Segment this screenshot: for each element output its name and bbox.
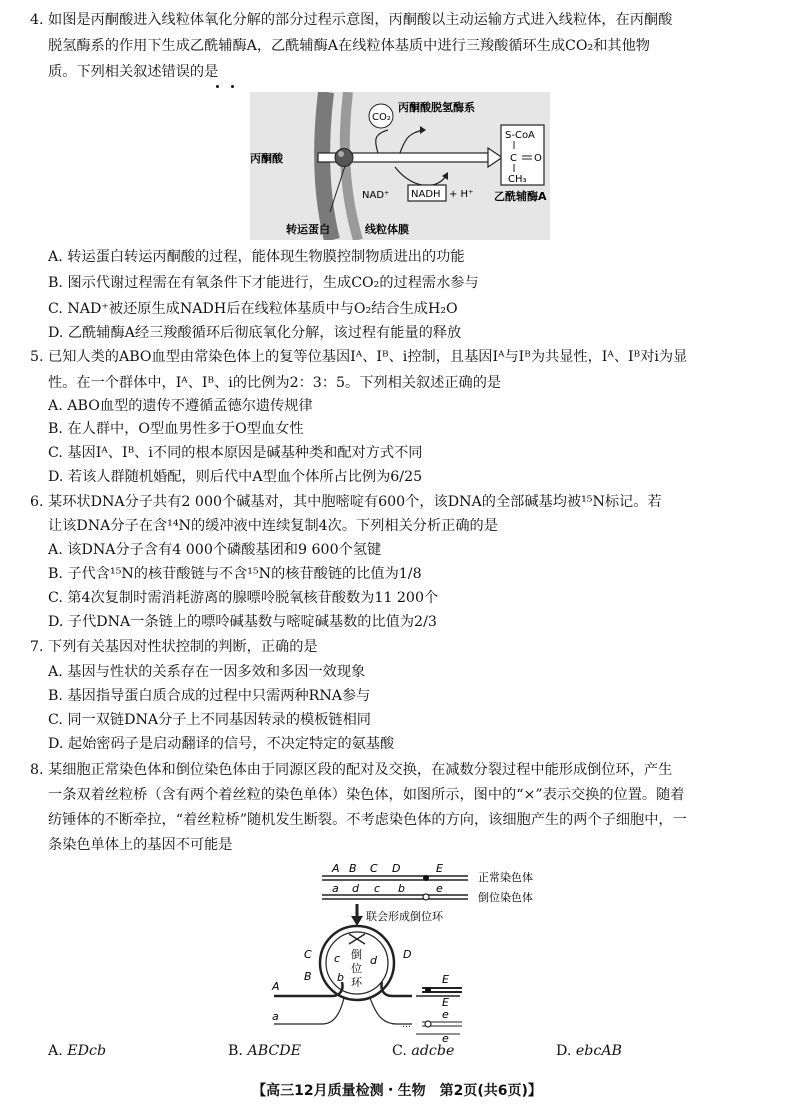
option-genes: ABCDE (247, 1043, 301, 1059)
acetylcoa-label: 乙酰辅酶A (494, 190, 547, 203)
pyruvate-label: 丙酮酸 (250, 152, 283, 165)
q5-stem-line-2: 性。在一个群体中，Iᴬ、Iᴮ、i的比例为2：3：5。下列相关叙述正确的是 (48, 375, 502, 391)
co2-label: CO₂ (372, 112, 391, 123)
enzyme-label: 丙酮酸脱氢酶系 (398, 101, 475, 114)
q7-option-c: C. 同一双链DNA分子上不同基因转录的模板链相同 (48, 712, 371, 728)
q6-option-a: A. 该DNA分子含有4 000个磷酸基团和9 600个氢键 (48, 542, 382, 558)
dots: … (402, 1020, 411, 1030)
q4-stem-line-2: 脱氢酶系的作用下生成乙酰辅酶A，乙酰辅酶A在线粒体基质中进行三羧酸循环生成CO₂和其他物 (48, 38, 650, 54)
q5-option-a: A. ABO血型的遗传不遵循孟德尔遗传规律 (48, 398, 313, 414)
gene-inv-b: b (398, 882, 405, 895)
q8-option-b (228, 1043, 301, 1059)
q4-stem-line-3: 质。下列相关叙述错误的是 (48, 64, 219, 80)
q7-stem: 7. 下列有关基因对性状控制的判断，正确的是 (30, 639, 318, 655)
gene-loop-c-inner: c (334, 952, 341, 965)
q4-figure (250, 92, 550, 240)
membrane-label: 线粒体膜 (365, 223, 409, 236)
q4-option-d: D. 乙酰辅酶A经三羧酸循环后彻底氧化分解，该过程有能量的释放 (48, 325, 462, 341)
transporter-label: 转运蛋白 (286, 223, 330, 236)
option-prefix: C. (392, 1043, 412, 1059)
dots: … (402, 989, 411, 999)
q8-stem-line-2: 一条双着丝粒桥（含有两个着丝粒的染色单体）染色体，如图所示，图中的“×”表示交换的位置。随着 (48, 787, 685, 803)
normal-chromosome-label: 正常染色体 (478, 871, 533, 884)
h-plus-label: + H⁺ (449, 189, 474, 200)
loop-label-2: 位 (351, 962, 362, 975)
q8-option-a (48, 1043, 106, 1059)
nad-label: NAD⁺ (362, 190, 390, 201)
option-prefix: B. (228, 1043, 248, 1059)
loop-label-3: 环 (351, 976, 362, 989)
q6-stem-line-2: 让该DNA分子在含¹⁴N的缓冲液中连续复制4次。下列相关分析正确的是 (48, 518, 498, 534)
oxygen-label: O (534, 153, 542, 164)
q4-stem-line-1: 4. 如图是丙酮酸进入线粒体氧化分解的部分过程示意图，丙酮酸以主动运输方式进入线粒体，在丙酮酸 (30, 12, 673, 28)
q6-stem-line-1: 6. 某环状DNA分子共有2 000个碱基对，其中胞嘧啶有600个，该DNA的全部碱基均被¹⁵N标记。若 (30, 494, 662, 510)
gene-inv-c: c (374, 882, 381, 895)
gene-inv-d: d (352, 882, 359, 895)
q7-option-d: D. 起始密码子是启动翻译的信号，不决定特定的氨基酸 (48, 736, 395, 752)
nadh-label: NADH (411, 189, 441, 200)
q8-option-c (392, 1043, 454, 1059)
gene-strand-e-4: e (442, 1032, 449, 1044)
q4-option-c: C. NAD⁺被还原生成NADH后在线粒体基质中与O₂结合生成H₂O (48, 301, 458, 317)
gene-loop-b-inner: b (337, 971, 344, 984)
gene-normal-a: A (332, 862, 340, 875)
gene-strand-e-2: E (442, 996, 449, 1009)
emphasis-dot (231, 85, 234, 88)
gene-inv-a: a (332, 882, 339, 895)
q7-option-a: A. 基因与性状的关系存在一因多效和多因一效现象 (48, 664, 366, 680)
q5-option-c: C. 基因Iᴬ、Iᴮ、i不同的根本原因是碱基种类和配对方式不同 (48, 445, 423, 461)
option-genes: adcbe (411, 1043, 455, 1059)
gene-strand-e-3: e (442, 1008, 449, 1021)
gene-inv-e: e (436, 882, 443, 895)
gene-loop-c-outer: C (304, 948, 312, 961)
ch3-label: CH₃ (508, 174, 527, 185)
gene-loop-d-inner: d (370, 954, 377, 967)
gene-strand-a-upper: A (272, 980, 280, 993)
gene-normal-d: D (392, 862, 401, 875)
carbon-label: C (510, 153, 517, 164)
gene-loop-b-outer: B (304, 970, 312, 983)
q8-figure (262, 858, 552, 1044)
q8-option-d (556, 1043, 622, 1059)
q4-option-b: B. 图示代谢过程需在有氧条件下才能进行，生成CO₂的过程需水参与 (48, 275, 479, 291)
emphasis-dot (216, 85, 219, 88)
synapsis-label: 联会形成倒位环 (366, 910, 443, 923)
option-genes: ebcAB (575, 1043, 622, 1059)
option-prefix: A. (48, 1043, 68, 1059)
q4-option-a: A. 转运蛋白转运丙酮酸的过程，能体现生物膜控制物质进出的功能 (48, 249, 465, 265)
q6-option-d: D. 子代DNA一条链上的嘌呤碱基数与嘧啶碱基数的比值为2/3 (48, 614, 437, 630)
option-prefix: D. (556, 1043, 576, 1059)
q8-options (48, 1043, 748, 1065)
q5-option-b: B. 在人群中，O型血男性多于O型血女性 (48, 421, 304, 437)
gene-normal-b: B (349, 862, 357, 875)
page-footer: 【高三12月质量检测・生物 第2页(共6页)】 (252, 1083, 542, 1099)
gene-strand-e-1: E (442, 973, 449, 986)
loop-label-1: 倒 (351, 948, 362, 961)
gene-normal-c: C (370, 862, 378, 875)
gene-normal-e: E (436, 862, 443, 875)
q8-stem-line-4: 条染色单体上的基因不可能是 (48, 837, 233, 853)
scoa-label: S-CoA (505, 130, 535, 141)
q8-stem-line-3: 纺锤体的不断牵拉，“着丝粒桥”随机发生断裂。不考虑染色体的方向，该细胞产生的两个子细胞中，一 (48, 812, 687, 828)
q6-option-c: C. 第4次复制时需消耗游离的腺嘌呤脱氧核苷酸数为11 200个 (48, 590, 439, 606)
option-genes: EDcb (67, 1043, 107, 1059)
q6-option-b: B. 子代含¹⁵N的核苷酸链与不含¹⁵N的核苷酸链的比值为1/8 (48, 566, 422, 582)
q7-option-b: B. 基因指导蛋白质合成的过程中只需两种RNA参与 (48, 688, 371, 704)
inverted-chromosome-label: 倒位染色体 (478, 891, 533, 904)
q5-option-d: D. 若该人群随机婚配，则后代中A型血个体所占比例为6/25 (48, 469, 423, 485)
gene-strand-a-lower: a (272, 1010, 279, 1023)
q8-stem-line-1: 8. 某细胞正常染色体和倒位染色体由于同源区段的配对及交换，在减数分裂过程中能形成倒位环，产生 (30, 762, 673, 778)
gene-loop-d-outer: D (403, 948, 412, 961)
q5-stem-line-1: 5. 已知人类的ABO血型由常染色体上的复等位基因Iᴬ、Iᴮ、i控制，且基因Iᴬ与Iᴮ为共显性，Iᴬ、Iᴮ对i为显 (30, 349, 688, 365)
